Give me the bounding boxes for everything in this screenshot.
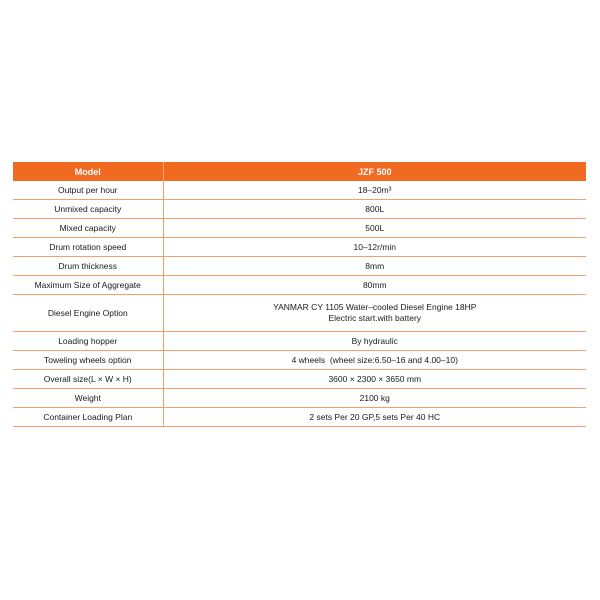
table-row [13,200,586,219]
row-label: Output per hour [13,181,163,200]
row-value-line: Electric start.with battery [328,313,422,323]
row-label: Toweling wheels option [13,351,163,370]
table-row [13,351,586,370]
table-row [13,408,586,427]
spec-table [13,162,586,427]
row-value: By hydraulic [163,332,586,351]
row-label: Mixed capacity [13,219,163,238]
row-value: 4 wheels (wheel size:6.50–16 and 4.00–10) [163,351,586,370]
row-value: 500L [163,219,586,238]
row-label: Unmixed capacity [13,200,163,219]
row-label: Diesel Engine Option [13,295,163,332]
table-row [13,276,586,295]
row-label: Overall size(L × W × H) [13,370,163,389]
row-label: Weight [13,389,163,408]
row-value: 3600 × 2300 × 3650 mm [163,370,586,389]
row-value: 8mm [163,257,586,276]
row-label: Drum rotation speed [13,238,163,257]
table-row [13,332,586,351]
table-row [13,219,586,238]
table-row [13,181,586,200]
row-value: 2100 kg [163,389,586,408]
row-label: Drum thickness [13,257,163,276]
row-value: 800L [163,200,586,219]
row-label: Container Loading Plan [13,408,163,427]
table-row [13,238,586,257]
header-label: Model [13,162,163,181]
table-header-row [13,162,586,181]
header-model-value: JZF 500 [163,162,586,181]
table-row [13,257,586,276]
table-row [13,370,586,389]
row-label: Loading hopper [13,332,163,351]
row-value [163,295,586,332]
row-label: Maximum Size of Aggregate [13,276,163,295]
table-row [13,295,586,332]
table-row [13,389,586,408]
row-value: 2 sets Per 20 GP,5 sets Per 40 HC [163,408,586,427]
row-value: 18–20m³ [163,181,586,200]
row-value-line: YANMAR CY 1105 Water–cooled Diesel Engine 18HP [273,302,477,312]
row-value: 80mm [163,276,586,295]
row-value: 10–12r/min [163,238,586,257]
